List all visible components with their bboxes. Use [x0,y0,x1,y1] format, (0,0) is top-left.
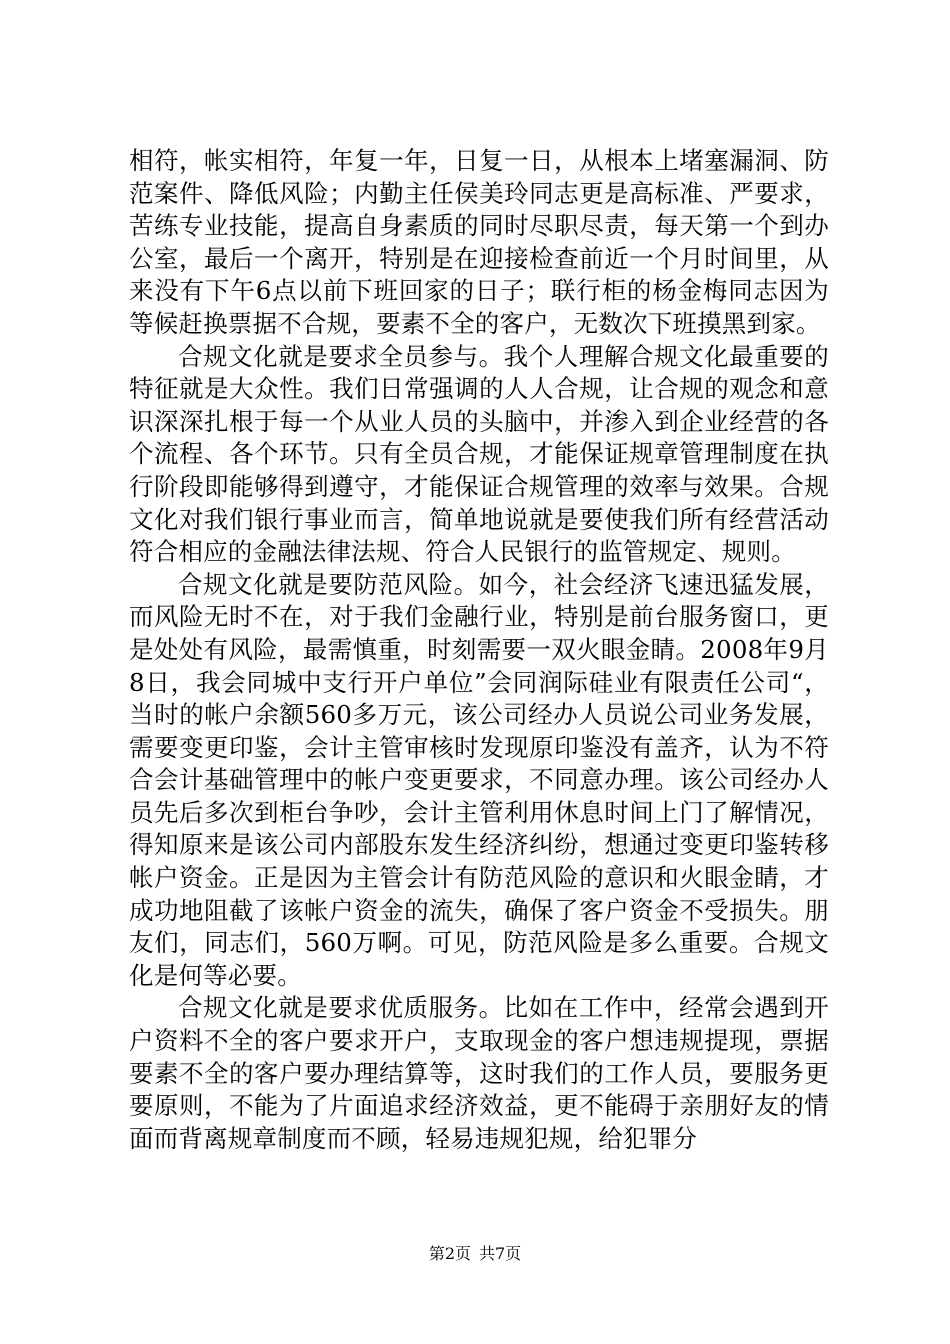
page-number: 第2页 [428,1244,471,1263]
page-footer [0,1244,950,1264]
paragraph-2: 合规文化就是要求全员参与。我个人理解合规文化最重要的特征就是大众性。我们日常强调的人人合规，让合规的观念和意识深深扎根于每一个从业人员的头脑中，并渗入到企业经营的各个流程、各个环节。只有全员合规，才能保证规章管理制度在执行阶段即能够得到遵守，才能保证合规管理的效率与效果。合规文化对我们银行事业而言，简单地说就是要使我们所有经营活动符合相应的金融法律法规、符合人民银行的监管规定、规则。 [129,341,829,567]
page-total: 共7页 [479,1244,522,1263]
paragraph-1: 相符，帐实相符，年复一年，日复一日，从根本上堵塞漏洞、防范案件、降低风险；内勤主任侯美玲同志更是高标准、严要求，苦练专业技能，提高自身素质的同时尽职尽责，每天第一个到办公室，最后一个离开，特别是在迎接检查前近一个月时间里，从来没有下午6点以前下班回家的日子；联行柜的杨金梅同志因为等候赶换票据不合规，要素不全的客户，无数次下班摸黑到家。 [129,146,829,338]
paragraph-3: 合规文化就是要防范风险。如今，社会经济飞速迅猛发展，而风险无时不在，对于我们金融行业，特别是前台服务窗口，更是处处有风险，最需慎重，时刻需要一双火眼金睛。2008年9月8日，我会同城中支行开户单位”会同润际硅业有限责任公司“，当时的帐户余额560多万元，该公司经办人员说公司业务发展，需要变更印鉴，会计主管审核时发现原印鉴没有盖齐，认为不符合会计基础管理中的帐户变更要求，不同意办理。该公司经办人员先后多次到柜台争吵，会计主管利用休息时间上门了解情况，得知原来是该公司内部股东发生经济纠纷，想通过变更印鉴转移帐户资金。正是因为主管会计有防范风险的意识和火眼金睛，才成功地阻截了该帐户资金的流失，确保了客户资金不受损失。朋友们，同志们，560万啊。可见，防范风险是多么重要。合规文化是何等必要。 [129,569,829,990]
paragraph-4: 合规文化就是要求优质服务。比如在工作中，经常会遇到开户资料不全的客户要求开户，支取现金的客户想违规提现，票据要素不全的客户要办理结算等，这时我们的工作人员，要服务更要原则，不能为了片面追求经济效益，更不能碍于亲朋好友的情面而背离规章制度而不顾，轻易违规犯规，给犯罪分 [129,993,829,1153]
document-body [129,145,829,1155]
